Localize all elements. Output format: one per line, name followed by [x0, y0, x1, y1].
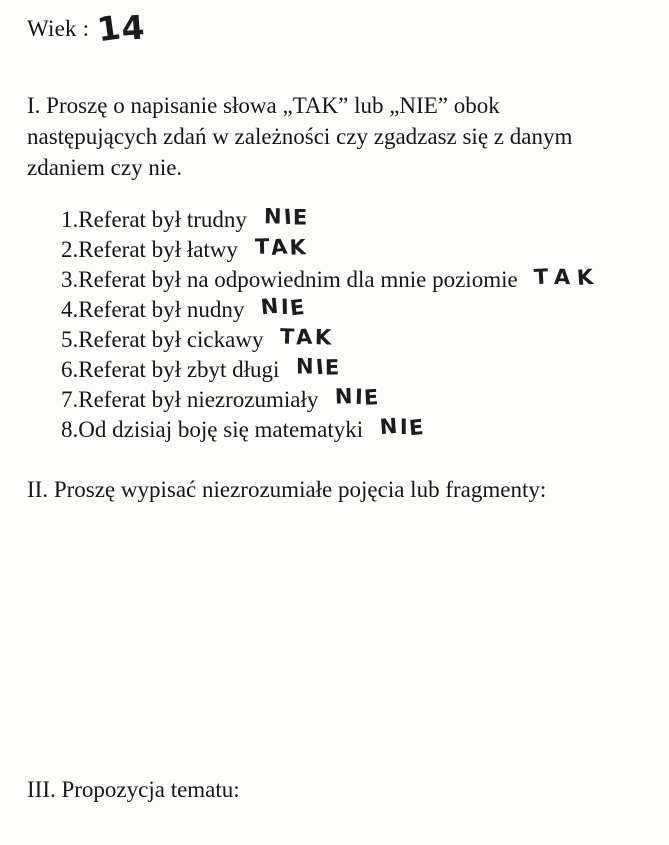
survey-item-label: 6.Referat był zbyt długi	[61, 357, 280, 382]
handwritten-answer: TAK	[254, 234, 308, 260]
survey-item-label: 2.Referat był łatwy	[61, 237, 238, 262]
intro-line: zdaniem czy nie.	[27, 155, 183, 180]
age-label: Wiek :	[27, 16, 90, 41]
survey-item	[61, 355, 649, 385]
survey-item	[61, 265, 649, 295]
survey-item	[61, 205, 649, 235]
section-i-intro	[27, 90, 649, 183]
survey-item-label: 8.Od dzisiaj boję się matematyki	[61, 417, 364, 442]
survey-item	[61, 415, 649, 445]
intro-line: następujących zdań w zależności czy zgadzasz się z danym	[27, 124, 573, 149]
survey-item	[61, 235, 649, 265]
handwritten-answer: TAK	[533, 264, 601, 291]
handwritten-answer: TAK	[279, 324, 334, 350]
section-ii-heading: II. Proszę wypisać niezrozumiałe pojęcia lub fragmenty:	[27, 477, 547, 502]
survey-item-label: 5.Referat był cickawy	[61, 327, 264, 352]
handwritten-answer: NIE	[259, 293, 308, 321]
section-iii-response-area	[27, 805, 627, 845]
handwritten-age: 14	[94, 7, 147, 50]
survey-item-label: 4.Referat był nudny	[61, 297, 245, 322]
handwritten-answer: NIE	[296, 354, 343, 380]
survey-item	[61, 385, 649, 415]
survey-item-label: 7.Referat był niezrozumiały	[61, 387, 319, 412]
intro-line: I. Proszę o napisanie słowa „TAK” lub „NIE” obok	[27, 93, 500, 118]
survey-item-label: 3.Referat był na odpowiednim dla mnie poziomie	[61, 267, 518, 292]
age-row	[27, 7, 649, 62]
section-iii-heading: III. Propozycja tematu:	[27, 777, 240, 802]
handwritten-answer: NIE	[334, 384, 382, 410]
handwritten-answer: NIE	[263, 204, 310, 230]
handwritten-answer: NIE	[378, 413, 427, 441]
survey-item-list	[61, 205, 649, 445]
section-ii-response-area	[27, 505, 627, 625]
survey-item-label: 1.Referat był trudny	[61, 207, 247, 232]
survey-item	[61, 295, 649, 325]
survey-item	[61, 325, 649, 355]
